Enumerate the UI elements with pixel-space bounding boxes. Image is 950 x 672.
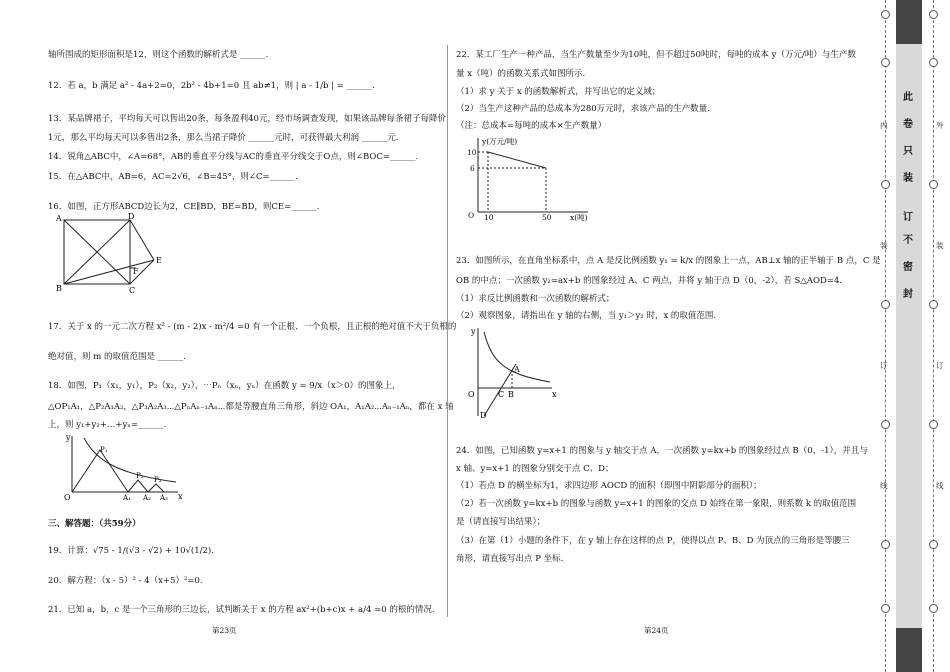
fig22-origin: O — [468, 211, 475, 220]
q24-part2-line2: 是（请直接写出结果）； — [456, 517, 546, 527]
fig23-axis-y: y — [471, 327, 476, 336]
q12: 12．若 a，b 满足 a² - 4a+2=0，2b² - 4b+1=0 且 ab≠1，则 | a - 1/b | = ______. — [48, 81, 375, 91]
inner-label: 内 — [880, 121, 888, 130]
q24-part3-line2: 角形，请直接写出点 P 坐标. — [456, 554, 564, 564]
fig16-label-a: A — [56, 214, 62, 223]
fig23-label-b: B — [508, 390, 514, 399]
strip-char: 此 — [903, 92, 913, 103]
q11-tail: 轴所围成的矩形面积是12，则这个函数的解析式是 ______. — [48, 50, 269, 60]
q13-line1: 13．某品牌裙子，平均每天可以售出20条，每条盈利40元，经市场调查发现，如果该品牌每条裙子每降价 — [48, 114, 446, 124]
fig18-origin: O — [64, 493, 71, 502]
inner-label: 装 — [880, 241, 888, 250]
figure-18-hyperbola — [56, 430, 186, 502]
q22-line2: 量 x（吨）的函数关系式如图所示. — [456, 69, 586, 79]
fig22-xlabel: x(吨) — [570, 213, 588, 222]
binding-hole — [881, 420, 890, 429]
fig18-a2: A₂ — [143, 494, 151, 502]
fig23-label-c: C — [498, 390, 505, 399]
fig18-p3: P₃ — [154, 476, 162, 484]
fig22-tick-x10: 10 — [484, 213, 494, 222]
section-heading: 三、解答题：（共59分） — [48, 519, 141, 529]
q13-line2: 1元，那么平均每天可以多售出2条，那么当裙子降价 ______元时，可获得最大利润 ______元. — [48, 133, 399, 143]
fig16-label-e: E — [156, 256, 162, 265]
q24-part1: （1）若点 D 的横坐标为1，求四边形 AOCD 的面积（即图中阴影部分的面积）； — [456, 481, 762, 491]
q17-line1: 17．关于 x 的一元二次方程 x² - (m - 2)x - m²/4 =0 有一个正根、一个负根，且正根的绝对值不大于负根的 — [48, 322, 457, 332]
fig18-axis-x: x — [178, 492, 183, 501]
fig16-label-b: B — [56, 284, 62, 293]
binding-hole — [929, 300, 938, 309]
fig23-origin: O — [468, 390, 475, 399]
fig16-label-d: D — [128, 212, 135, 221]
outer-label: 装 — [936, 241, 944, 250]
binding-hole — [929, 420, 938, 429]
inner-dashed-line — [885, 0, 886, 672]
q17-line2: 绝对值，则 m 的取值范围是 ______. — [48, 352, 186, 362]
binding-hole — [881, 540, 890, 549]
binding-hole — [929, 180, 938, 189]
q19: 19．计算：√75 - 1/(√3 - √2) + 10√(1/2). — [48, 546, 214, 556]
strip-char: 封 — [903, 289, 913, 300]
fig22-ylabel: y(万元/吨) — [482, 137, 518, 146]
outer-label: 外 — [936, 121, 944, 130]
page-number-right: 第24页 — [644, 626, 669, 635]
outer-label: 线 — [936, 481, 944, 490]
fig23-axis-x: x — [552, 390, 557, 399]
q23-part2: （2）观察图象，请指出在 y 轴的右侧，当 y₁＞y₂ 时，x 的取值范围. — [456, 311, 717, 321]
q22-part2: （2）当生产这种产品的总成本为280万元时，求该产品的生产数量. — [456, 104, 710, 114]
strip-char: 不 — [903, 235, 913, 246]
fig16-label-f: F — [133, 267, 139, 276]
q22-line1: 22．某工厂生产一种产品，当生产数量至少为10吨，但不超过50吨时，每吨的成本 y（万元/吨）与生产数 — [456, 50, 856, 60]
strip-char: 装 — [903, 173, 913, 184]
inner-label: 线 — [880, 481, 888, 490]
binding-strip-bottom-block — [896, 628, 922, 672]
q21: 21．已知 a，b，c 是一个三角形的三边长，试判断关于 x 的方程 ax²+(b+c)x + a/4 =0 的根的情况. — [48, 605, 435, 615]
q22-part1: （1）求 y 关于 x 的函数解析式，并写出它的定义域； — [456, 87, 661, 97]
figure-22-cost-graph — [460, 132, 600, 224]
q18-line1: 18．如图，P₁（x₁，y₁），P₂（x₂，y₂），⋯Pₙ（xₙ，yₙ）在函数 y = 9/x（x＞0）的图象上， — [48, 381, 401, 391]
fig23-label-d: D — [480, 411, 487, 420]
binding-hole — [881, 10, 890, 19]
outer-dashed-line — [933, 0, 934, 672]
q18-line3: 上，则 y₁+y₂+…+yₙ=______. — [48, 420, 167, 430]
fig18-a1: A₁ — [123, 494, 131, 502]
fig18-p2: P₂ — [136, 472, 144, 480]
binding-hole — [929, 58, 938, 67]
fig16-label-c: C — [129, 286, 136, 294]
fig22-tick-y6: 6 — [470, 164, 475, 173]
q24-part2-line1: （2）若一次函数 y=kx+b 的图象与函数 y=x+1 的图象的交点 D 始终在第一象限，则系数 k 的取值范围 — [456, 499, 857, 509]
fig18-axis-y: y — [66, 433, 71, 442]
binding-hole — [881, 300, 890, 309]
q24-part3-line1: （3）在第（1）小题的条件下，在 y 轴上存在这样的点 P，使得以点 P、B、D 为顶点的三角形是等腰三 — [456, 536, 850, 546]
figure-16-square — [56, 212, 171, 294]
inner-label: 订 — [880, 361, 888, 370]
binding-hole — [881, 180, 890, 189]
fig18-p1: P₁ — [100, 446, 108, 454]
q15: 15．在△ABC中，AB=6，AC=2√6，∠B=45°，则∠C=______. — [48, 172, 298, 182]
binding-hole — [881, 604, 890, 613]
column-divider — [447, 45, 448, 617]
q23-line2: OB 的中点；一次函数 y₂=ax+b 的图象经过 A、C 两点，并将 y 轴于点 D（0，-2），若 S△AOD=4. — [456, 276, 843, 286]
q23-line1: 23．如图所示，在直角坐标系中，点 A 是反比例函数 y₁ = k/x 的图象上一点，AB⊥x 轴的正半轴于 B 点，C 是 — [456, 256, 881, 266]
strip-char: 卷 — [903, 119, 913, 130]
strip-char: 密 — [903, 262, 913, 273]
strip-char: 只 — [903, 146, 913, 157]
fig22-tick-x50: 50 — [542, 213, 552, 222]
q24-line2: x 轴、y=x+1 的图象分别交于点 C、D； — [456, 464, 614, 474]
binding-hole — [929, 10, 938, 19]
q22-note: （注：总成本=每吨的成本×生产数量） — [456, 121, 607, 131]
binding-strip-top-block — [896, 0, 922, 44]
fig18-a3: A₃ — [160, 494, 168, 502]
q24-line1: 24．如图，已知函数 y=x+1 的图象与 y 轴交于点 A，一次函数 y=kx+b 的图象经过点 B（0，-1），并且与 — [456, 446, 868, 456]
figure-23-graph — [464, 322, 564, 422]
outer-label: 订 — [936, 361, 944, 370]
page-number-left: 第23页 — [212, 626, 237, 635]
q23-part1: （1）求反比例函数和一次函数的解析式； — [456, 294, 615, 304]
fig23-label-a: A — [514, 365, 520, 374]
binding-hole — [881, 58, 890, 67]
q16: 16．如图，正方形ABCD边长为2，CE∥BD，BE=BD，则CE=______. — [48, 202, 320, 212]
strip-char: 订 — [903, 212, 913, 223]
q18-line2: △OP₁A₁，△P₂A₁A₂，△P₃A₂A₃⋯△PₙAₙ₋₁Aₙ⋯都是等腰直角三角形，斜边 OA₁，A₁A₂⋯Aₙ₋₁Aₙ，都在 x 轴 — [48, 402, 454, 412]
binding-hole — [929, 540, 938, 549]
q14: 14．锐角△ABC中，∠A=68°，AB的垂直平分线与AC的垂直平分线交于O点，则∠BOC=______. — [48, 152, 419, 162]
fig22-tick-y10: 10 — [467, 148, 477, 157]
binding-hole — [929, 604, 938, 613]
q20: 20．解方程：（x - 5）² - 4（x+5）²=0. — [48, 576, 203, 586]
